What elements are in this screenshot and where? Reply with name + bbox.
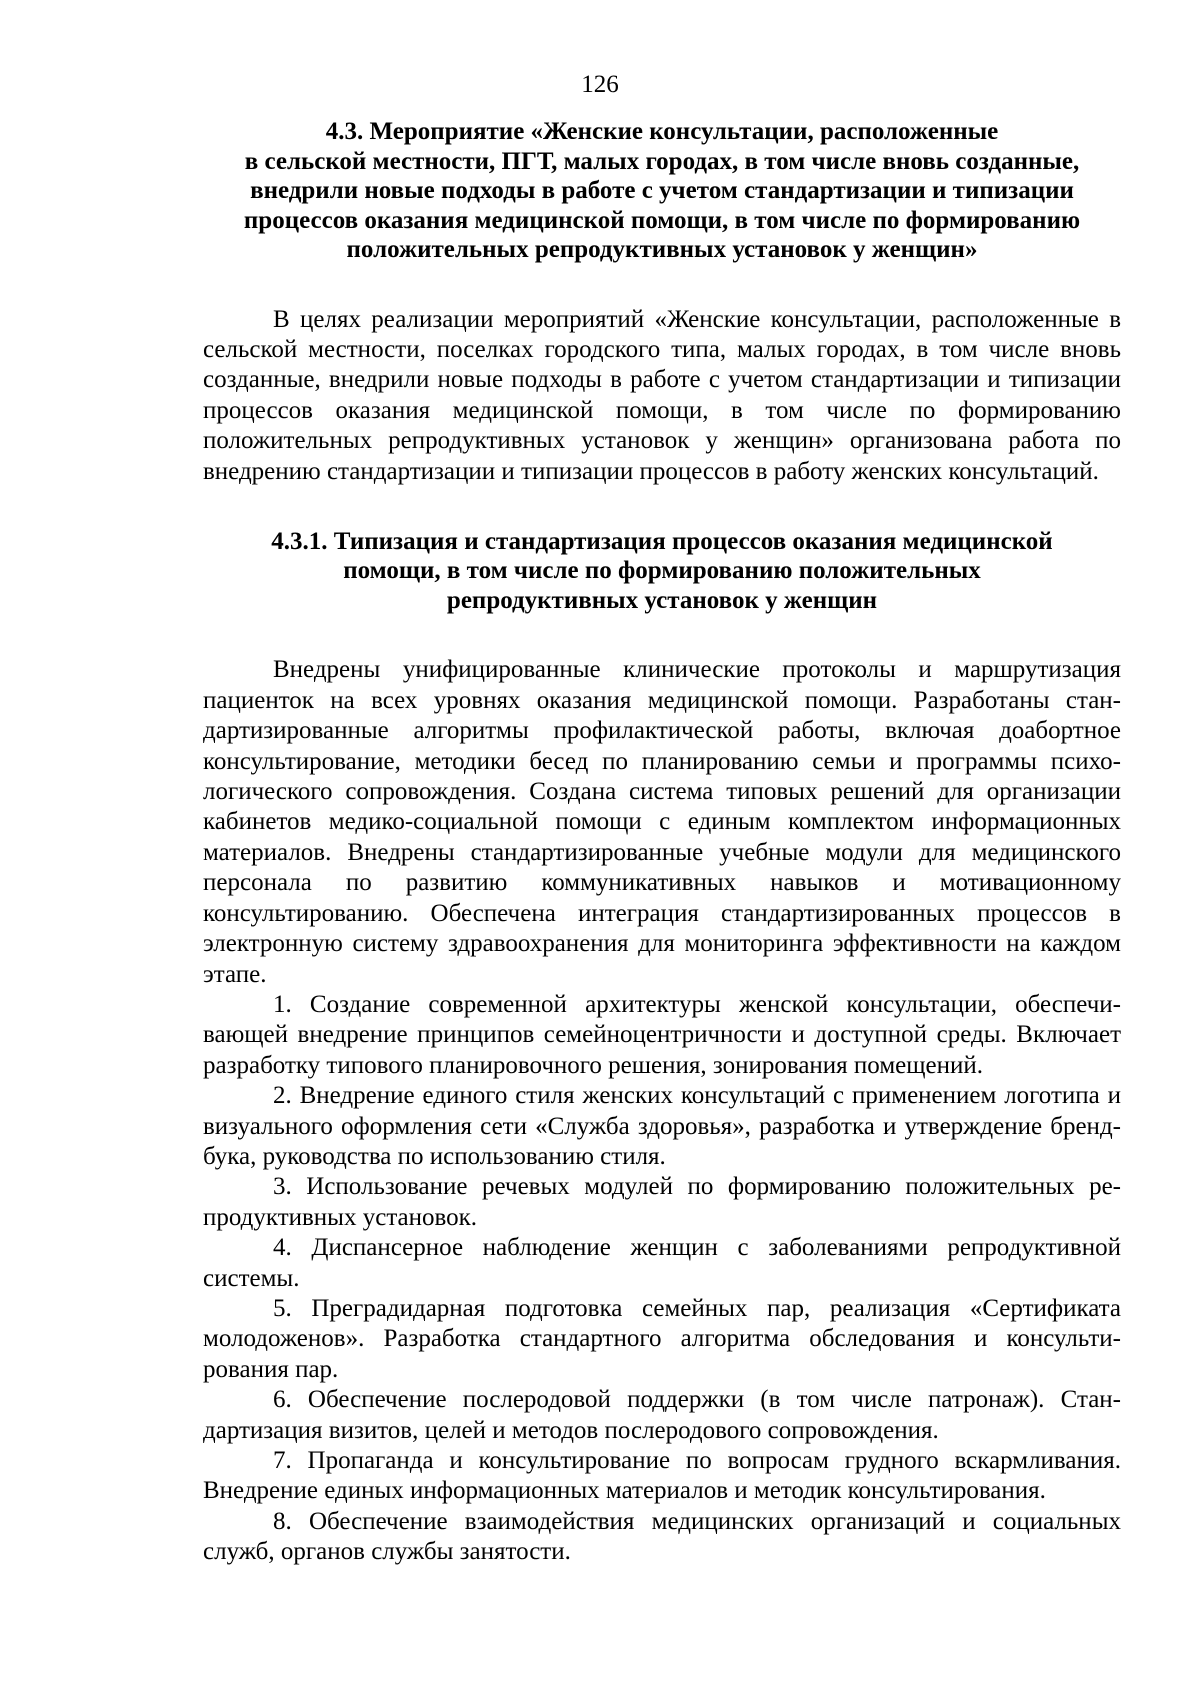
subsection-title-line: репродуктивных установок у женщин [446,586,878,614]
page-number: 126 [581,71,619,98]
list-item: 7. Пропаганда и консультирование по вопросам грудного вскармливания. Внедрение единых информационных материалов и методик консультирования. [203,1447,1121,1505]
section-title-line: 4.3. Мероприятие «Женские консультации, расположенные [325,118,999,145]
section-title-line: в сельской местности, ПГТ, малых городах, в том числе вновь созданные, [244,147,1080,175]
section-title-line: внедрили новые подходы в работе с учетом стандартизации и типизации [250,177,1074,204]
list-item: 1. Создание современной архитектуры женской консультации, обеспечивающей внедрение принципов семейноцентричности и доступной среды. Включает разработку типового планировочного решения, зонирования помещений. [203,990,1121,1079]
list-item: 3. Использование речевых модулей по формированию положительных репродуктивных установок. [203,1173,1121,1231]
intro-paragraph: В целях реализации мероприятий «Женские консультации, расположенные в сельской местности, поселках городского типа, малых городах, в том числе вновь созданные, внедрили новые подходы в работе с учетом стандартизации и типизации процессов оказания медицинской помощи, в том числе по формированию положительных репродуктивных установок у женщин» организована работа по внедрению стандартизации и типизации процессов в работу женских консультаций. [203,305,1121,485]
page-content [203,117,1121,1568]
section-title-line: процессов оказания медицинской помощи, в том числе по формированию [243,206,1081,234]
subsection-title-line: 4.3.1. Типизация и стандартизация процессов оказания медицинской [271,527,1053,555]
subsection-paragraph: Внедрены унифицированные клинические протоколы и маршрутизация пациенток на всех уровнях оказания медицинской помощи. Разработаны стандартизированные алгоритмы профилактической работы, включая доабортное консультирование, методики бесед по планированию семьи и программы психологического сопровождения. Создана система типовых решений для организации кабинетов медико-социальной помощи с единым комплектом информационных материалов. Внедрены стандартизированные учебные модули для медицинского персонала по развитию коммуникативных навыков и мотивационному консультированию. Обеспечена интеграция стандартизированных процессов в электронную систему здравоохранения для мониторинга эффективности на каждом этапе. [203,656,1121,988]
list-item: 8. Обеспечение взаимодействия медицинских организаций и социальных служб, органов службы занятости. [203,1507,1121,1566]
subsection-title [203,527,1121,616]
subsection-title-line: помощи, в том числе по формированию положительных [343,557,981,585]
section-title-line: положительных репродуктивных установок у женщин» [346,236,978,263]
list-item: 5. Преградидарная подготовка семейных пар, реализация «Сертификата молодоженов». Разработка стандартного алгоритма обследования и консультирования пар. [203,1294,1121,1383]
list-item: 6. Обеспечение послеродовой поддержки (в том числе патронаж). Стандартизация визитов, целей и методов послеродового сопровождения. [203,1386,1121,1444]
section-title [203,117,1121,265]
list-item: 2. Внедрение единого стиля женских консультаций с применением логотипа и визуального оформления сети «Служба здоровья», разработка и утверждение бренд-бука, руководства по использованию стиля. [203,1082,1121,1170]
measures-list [203,990,1121,1568]
list-item: 4. Диспансерное наблюдение женщин с заболеваниями репродуктивной системы. [203,1234,1121,1292]
